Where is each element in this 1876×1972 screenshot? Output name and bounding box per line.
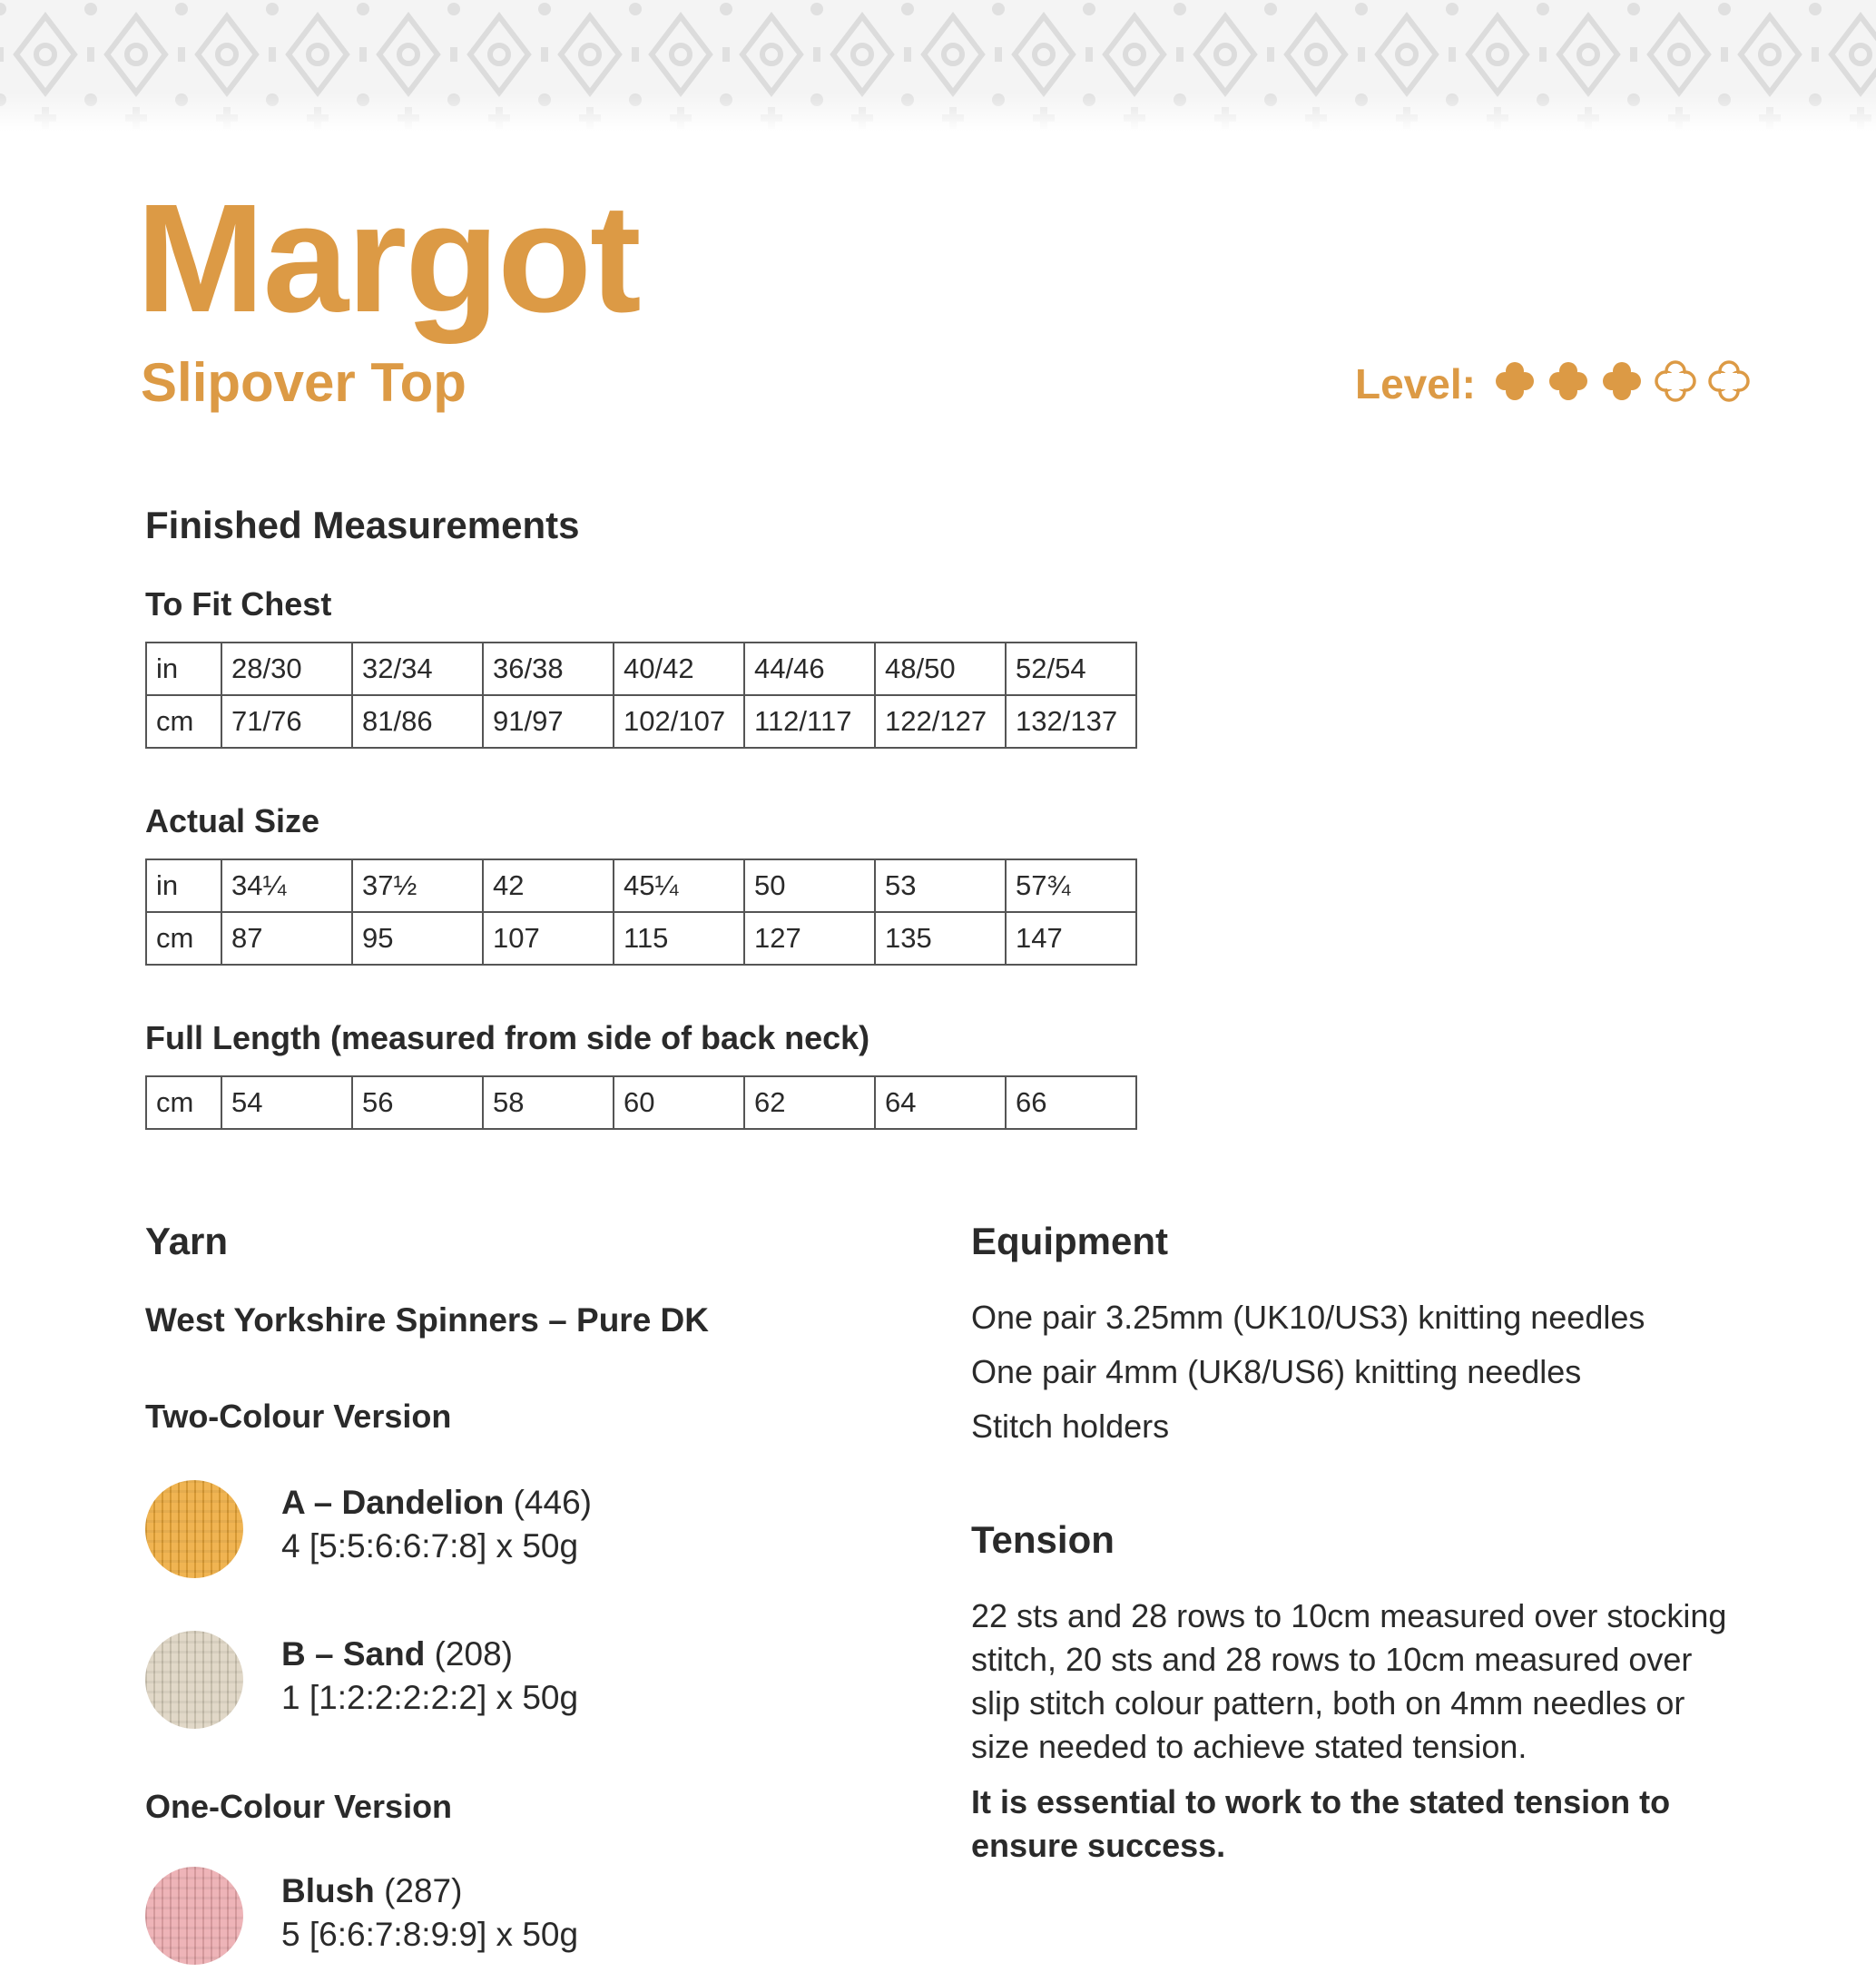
pattern-title: Margot [136,172,640,345]
tension-line: stitch, 20 sts and 28 rows to 10cm measured over [971,1641,1693,1678]
table-cell: cm [146,695,221,748]
level-empty-icon [1706,358,1752,404]
yarn-swatch-dandelion [145,1480,243,1578]
table-cell: 132/137 [1006,695,1136,748]
pattern-subtitle: Slipover Top [141,352,467,413]
table-cell: 115 [614,912,744,965]
table-cell: 102/107 [614,695,744,748]
one-colour-heading: One-Colour Version [145,1788,453,1825]
table-cell: 48/50 [875,643,1006,695]
table-cell: 45¼ [614,859,744,912]
table-cell: in [146,859,221,912]
table-cell: 52/54 [1006,643,1136,695]
tension-line: size needed to achieve stated tension. [971,1728,1527,1765]
table-cell: cm [146,912,221,965]
table-cell: 50 [744,859,875,912]
table-cell: 71/76 [221,695,352,748]
actual-size-table [145,858,1137,966]
table-cell: 95 [352,912,483,965]
table-cell: cm [146,1076,221,1129]
yarn-quantity: 5 [6:6:7:8:9:9] x 50g [281,1916,579,1953]
table-cell: 53 [875,859,1006,912]
table-cell: 81/86 [352,695,483,748]
yarn-item-blush [281,1869,462,1913]
tension-emphasis-line: It is essential to work to the stated tension to [971,1783,1671,1820]
decorative-pattern-banner [0,0,1876,132]
level-empty-icon [1653,358,1698,404]
table-cell: 56 [352,1076,483,1129]
table-cell: 36/38 [483,643,614,695]
tension-heading: Tension [971,1518,1115,1561]
table-cell: 91/97 [483,695,614,748]
yarn-quantity: 4 [5:5:6:6:7:8] x 50g [281,1527,579,1565]
yarn-item-dandelion [281,1481,592,1525]
yarn-code: (208) [434,1635,513,1673]
level-rating [1492,358,1760,408]
equipment-list [971,1296,1645,1459]
table-cell: 42 [483,859,614,912]
table-cell: 58 [483,1076,614,1129]
tension-line: slip stitch colour pattern, both on 4mm needles or [971,1684,1685,1722]
tension-emphasis-line: ensure success. [971,1827,1226,1864]
table-cell: 122/127 [875,695,1006,748]
measurements-heading: Finished Measurements [145,504,580,546]
table-cell: 40/42 [614,643,744,695]
yarn-swatch-sand [145,1631,243,1729]
table-cell: 57¾ [1006,859,1136,912]
actual-size-heading: Actual Size [145,802,320,839]
two-colour-heading: Two-Colour Version [145,1398,452,1435]
yarn-swatch-blush [145,1867,243,1965]
table-row [146,1076,1136,1129]
yarn-item-sand [281,1633,513,1676]
tension-line: 22 sts and 28 rows to 10cm measured over stocking [971,1597,1727,1634]
table-row [146,912,1136,965]
table-cell: 66 [1006,1076,1136,1129]
table-cell: 37½ [352,859,483,912]
tension-text [971,1594,1726,1769]
yarn-quantity: 1 [1:2:2:2:2:2] x 50g [281,1679,579,1716]
equipment-item: One pair 3.25mm (UK10/US3) knitting needles [971,1299,1645,1336]
yarn-name: A – Dandelion [281,1484,505,1521]
table-row [146,859,1136,912]
table-cell: 135 [875,912,1006,965]
level-filled-icon [1546,358,1591,404]
table-cell: 112/117 [744,695,875,748]
table-cell: 147 [1006,912,1136,965]
yarn-code: (287) [384,1872,463,1909]
table-cell: 60 [614,1076,744,1129]
equipment-item: One pair 4mm (UK8/US6) knitting needles [971,1353,1582,1390]
yarn-brand: West Yorkshire Spinners – Pure DK [145,1301,709,1339]
tension-emphasis [971,1781,1670,1868]
yarn-code: (446) [513,1484,592,1521]
table-cell: 87 [221,912,352,965]
full-length-heading: Full Length (measured from side of back neck) [145,1019,870,1056]
level-label: Level: [1355,359,1476,407]
table-cell: 34¼ [221,859,352,912]
table-cell: 54 [221,1076,352,1129]
table-cell: 62 [744,1076,875,1129]
yarn-heading: Yarn [145,1220,229,1262]
table-row [146,643,1136,695]
yarn-name: B – Sand [281,1635,426,1673]
table-cell: 107 [483,912,614,965]
level-filled-icon [1492,358,1537,404]
table-row [146,695,1136,748]
table-cell: 44/46 [744,643,875,695]
to-fit-chest-heading: To Fit Chest [145,585,332,623]
to-fit-chest-table [145,642,1137,749]
full-length-table [145,1075,1137,1130]
yarn-name: Blush [281,1872,375,1909]
table-cell: 28/30 [221,643,352,695]
equipment-heading: Equipment [971,1220,1168,1262]
level-filled-icon [1599,358,1645,404]
equipment-item: Stitch holders [971,1408,1170,1445]
table-cell: in [146,643,221,695]
table-cell: 64 [875,1076,1006,1129]
difficulty-level [1355,358,1760,408]
table-cell: 127 [744,912,875,965]
table-cell: 32/34 [352,643,483,695]
